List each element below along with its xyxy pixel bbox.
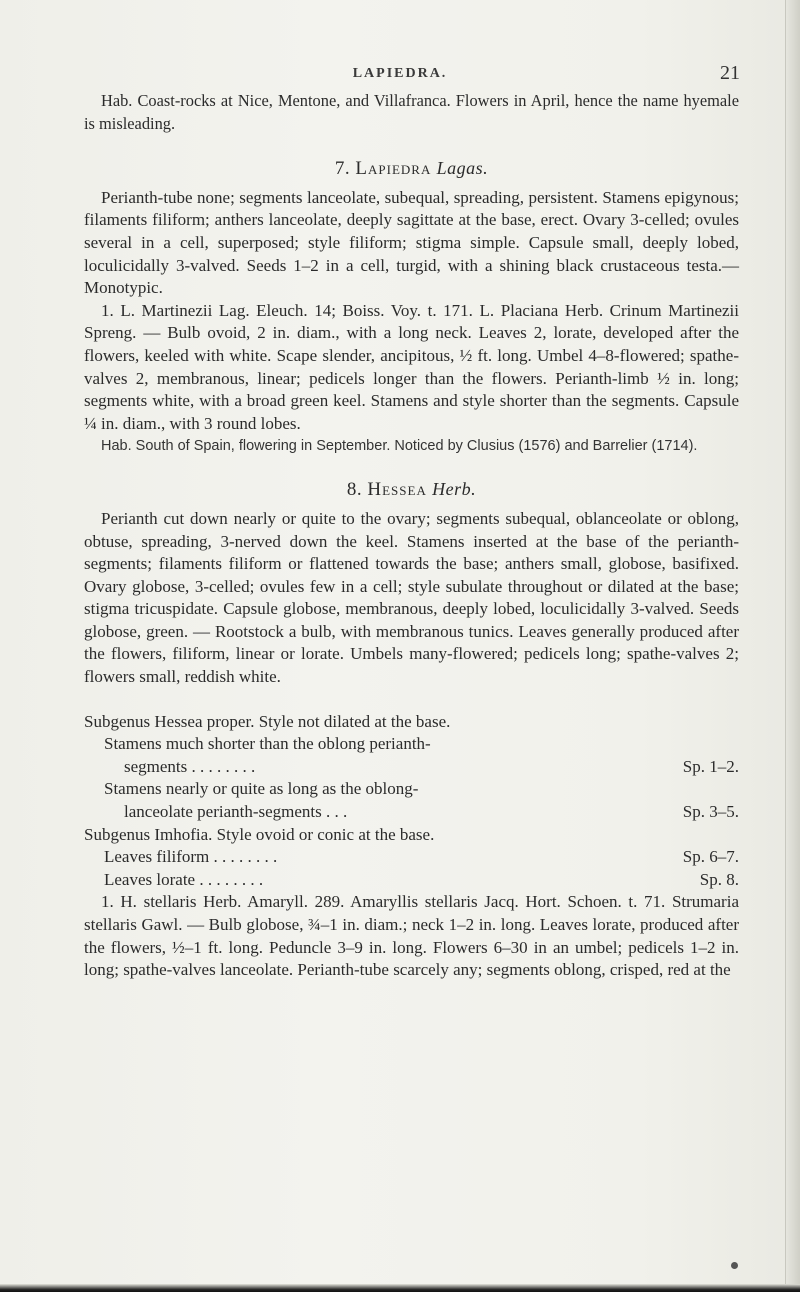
key-row bbox=[84, 778, 739, 801]
genus-heading-lapiedra bbox=[84, 157, 739, 181]
habitat-note: Hab. South of Spain, flowering in September. Noticed by Clusius (1576) and Barrelier (1714). bbox=[101, 438, 698, 455]
genus-authority: Herb. bbox=[432, 479, 477, 500]
key-row bbox=[84, 756, 739, 779]
key-row bbox=[84, 801, 739, 824]
key-row bbox=[84, 846, 739, 869]
key-ref: Sp. 3–5. bbox=[682, 802, 739, 822]
species-entry: 1. L. Martinezii Lag. Eleuch. 14; Boiss. Voy. t. 171. L. Placiana Herb. Crinum Martinezii Spreng. — Bulb ovoid, 2 in. diam., with a long neck. Leaves 2, lorate, developed after the flowers, keeled with white. Scape slender, ancipitous, ½ ft. long. Umbel 4–8-flowered; spathe-valves 2, membranous, linear; pedicels longer than the flowers. Perianth-limb ½ in. long; segments white, with a broad green keel. Stamens and style shorter than the segments. Capsule ¼ in. diam., with 3 round lobes. bbox=[84, 300, 739, 433]
genus-description: Perianth-tube none; segments lanceolate, subequal, spreading, persistent. Stamens epigynous; filaments filiform; anthers lanceolate, deeply sagittate at the base, erect. Ovary 3-celled; ovules several in a cell, superposed; style filiform; stigma simple. Capsule small, deeply lobed, loculicidally 3-valved. Seeds 1–2 in a cell, turgid, with a shining black crustaceous testa.—Monotypic. bbox=[84, 187, 739, 298]
page-body bbox=[84, 90, 739, 982]
key-text: Leaves filiform . . . . . . . . bbox=[104, 847, 278, 867]
genus-number: 8. bbox=[346, 479, 363, 501]
key-text: Subgenus Imhofia. Style ovoid or conic at the base. bbox=[84, 824, 435, 844]
key-row bbox=[84, 733, 739, 756]
genus-name: Lapiedra bbox=[355, 158, 432, 180]
key-ref: Sp. 8. bbox=[699, 869, 739, 889]
page-edge-right bbox=[785, 0, 800, 1292]
page-edge-bottom bbox=[0, 1284, 800, 1292]
key-text: Stamens nearly or quite as long as the oblong- bbox=[104, 779, 419, 799]
ink-spot bbox=[731, 1262, 738, 1269]
genus-heading-hessea bbox=[84, 478, 739, 502]
key-text: lanceolate perianth-segments . . . bbox=[124, 802, 348, 822]
key-ref: Sp. 6–7. bbox=[682, 847, 739, 867]
key-ref: Sp. 1–2. bbox=[682, 756, 739, 776]
genus-description: Perianth cut down nearly or quite to the ovary; segments subequal, oblanceolate or oblong, obtuse, spreading, 3-nerved down the keel. Stamens inserted at the base of the perianth-segments; filaments filiform or flattened towards the base; anthers small, globose, basifixed. Ovary globose, 3-celled; ovules few in a cell; style subulate throughout or dilated at the base; stigma tricuspidate. Capsule globose, membranous, deeply lobed, loculicidally 3-valved. Seeds globose, green. — Rootstock a bulb, with membranous tunics. Leaves generally produced after the flowers, filiform, linear or lorate. Umbels many-flowered; pedicels long; spathe-valves 2; flowers small, reddish white. bbox=[84, 508, 739, 687]
page-number: 21 bbox=[720, 62, 740, 84]
running-head: LAPIEDRA. bbox=[352, 66, 448, 81]
key-text: Leaves lorate . . . . . . . . bbox=[104, 869, 264, 889]
genus-authority: Lagas. bbox=[436, 158, 489, 179]
key-text: segments . . . . . . . . bbox=[124, 756, 256, 776]
key-row bbox=[84, 869, 739, 892]
key-text: Subgenus Hessea proper. Style not dilated at the base. bbox=[84, 711, 451, 731]
subgenus-key bbox=[84, 711, 739, 892]
key-row bbox=[84, 824, 739, 847]
genus-name: Hessea bbox=[367, 479, 427, 501]
key-row bbox=[84, 711, 739, 734]
habitat-note: Hab. Coast-rocks at Nice, Mentone, and Villafranca. Flowers in April, hence the name hyemale is misleading. bbox=[84, 91, 739, 133]
key-text: Stamens much shorter than the oblong perianth- bbox=[104, 734, 431, 754]
species-entry: 1. H. stellaris Herb. Amaryll. 289. Amaryllis stellaris Jacq. Hort. Schoen. t. 71. Strumaria stellaris Gawl. — Bulb globose, ¾–1 in. diam.; neck 1–2 in. long. Leaves lorate, produced after the flowers, ½–1 ft. long. Peduncle 3–9 in. long. Flowers 6–30 in an umbel; pedicels 1–2 in. long; spathe-valves lanceolate. Perianth-tube scarcely any; segments oblong, crisped, red at the bbox=[84, 892, 739, 980]
genus-number: 7. bbox=[334, 158, 351, 180]
